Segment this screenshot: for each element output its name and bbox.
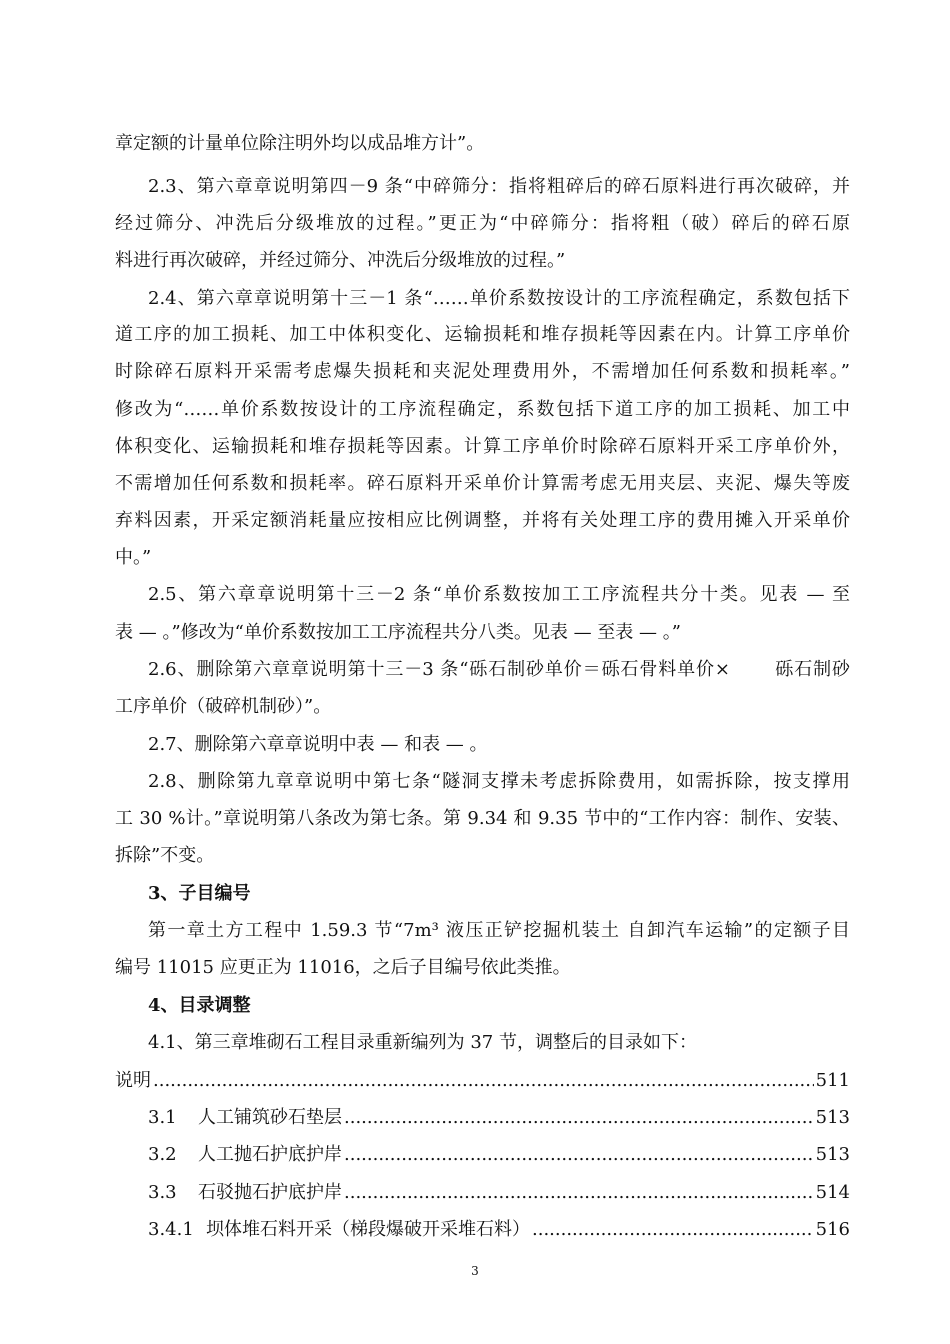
paragraph-line: 表 — 。”修改为“单价系数按加工工序流程共分八类。见表 — 至表 — 。” [115, 622, 681, 643]
toc-entry [148, 1218, 850, 1242]
toc-page: 513 [815, 1107, 850, 1128]
toc-title: 说明 [115, 1070, 151, 1091]
paragraph-line: 4.1、第三章堆砌石工程目录重新编列为 37 节，调整后的目录如下： [148, 1032, 697, 1053]
toc-page: 514 [815, 1182, 850, 1203]
toc-page: 511 [815, 1070, 850, 1091]
paragraph-line: 工 30 %计。”章说明第八条改为第七条。第 9.34 和 9.35 节中的“工作内容：制作、安装、 [115, 808, 850, 829]
toc-leader [153, 1069, 814, 1093]
toc-title: 石驳抛石护底护岸 [198, 1182, 342, 1203]
toc-number: 3.1 [148, 1107, 177, 1128]
toc-title: 人工铺筑砂石垫层 [198, 1107, 342, 1128]
paragraph-line: 弃料因素，开采定额消耗量应按相应比例调整，并将有关处理工序的费用摊入开采单价 [115, 510, 850, 531]
paragraph-line: 2.7、删除第六章章说明中表 — 和表 — 。 [148, 734, 488, 755]
paragraph-line: 拆除”不变。 [115, 845, 215, 866]
paragraph-line: 工序单价（破碎机制砂）”。 [115, 696, 332, 717]
paragraph-line: 2.8、删除第九章章说明中第七条“隧洞支撑未考虑拆除费用，如需拆除，按支撑用 [148, 771, 850, 792]
toc-number: 3.2 [148, 1144, 177, 1165]
paragraph-line: 章定额的计量单位除注明外均以成品堆方计”。 [115, 133, 485, 154]
toc-entry [148, 1143, 850, 1167]
paragraph-line: 2.6、删除第六章章说明第十三－3 条“砾石制砂单价＝砾石骨料单价× 砾石制砂 [148, 659, 850, 680]
paragraph-line: 不需增加任何系数和损耗率。碎石原料开采单价计算需考虑无用夹层、夹泥、爆失等废 [115, 473, 850, 494]
toc-title: 人工抛石护底护岸 [198, 1144, 342, 1165]
paragraph-line: 道工序的加工损耗、加工中体积变化、运输损耗和堆存损耗等因素在内。计算工序单价 [115, 324, 850, 345]
toc-number: 3.4.1 [148, 1219, 194, 1240]
paragraph-line: 2.5、第六章章说明第十三－2 条“单价系数按加工工序流程共分十类。见表 — 至 [148, 584, 850, 605]
paragraph-line: 中。” [115, 547, 152, 568]
toc-page: 516 [815, 1219, 850, 1240]
toc-title: 坝体堆石料开采（梯段爆破开采堆石料） [206, 1219, 530, 1240]
toc-entry [115, 1069, 850, 1093]
paragraph-line: 2.3、第六章章说明第四－9 条“中碎筛分：指将粗碎后的碎石原料进行再次破碎，并 [148, 176, 850, 197]
section-heading: 3、子目编号 [148, 883, 251, 904]
paragraph-line: 时除碎石原料开采需考虑爆失损耗和夹泥处理费用外，不需增加任何系数和损耗率。” [115, 361, 850, 382]
toc-leader [532, 1218, 814, 1242]
toc-entry [148, 1106, 850, 1130]
toc-leader [344, 1106, 814, 1130]
paragraph-line: 修改为“……单价系数按设计的工序流程确定，系数包括下道工序的加工损耗、加工中 [115, 399, 850, 420]
paragraph-line: 2.4、第六章章说明第十三－1 条“……单价系数按设计的工序流程确定，系数包括下 [148, 288, 850, 309]
paragraph-line: 编号 11015 应更正为 11016，之后子目编号依此类推。 [115, 957, 571, 978]
paragraph-line: 经过筛分、冲洗后分级堆放的过程。”更正为“中碎筛分：指将粗（破）碎后的碎石原 [115, 213, 850, 234]
paragraph-line: 料进行再次破碎，并经过筛分、冲洗后分级堆放的过程。” [115, 250, 566, 271]
toc-leader [344, 1143, 814, 1167]
toc-leader [344, 1181, 814, 1205]
toc-number: 3.3 [148, 1182, 177, 1203]
page-number: 3 [471, 1264, 479, 1278]
toc-page: 513 [815, 1144, 850, 1165]
section-heading: 4、目录调整 [148, 995, 251, 1016]
toc-entry [148, 1181, 850, 1205]
paragraph-line: 体积变化、运输损耗和堆存损耗等因素。计算工序单价时除碎石原料开采工序单价外， [115, 436, 850, 457]
paragraph-line: 第一章土方工程中 1.59.3 节“7m³ 液压正铲挖掘机装土 自卸汽车运输”的定额子目 [148, 920, 850, 941]
